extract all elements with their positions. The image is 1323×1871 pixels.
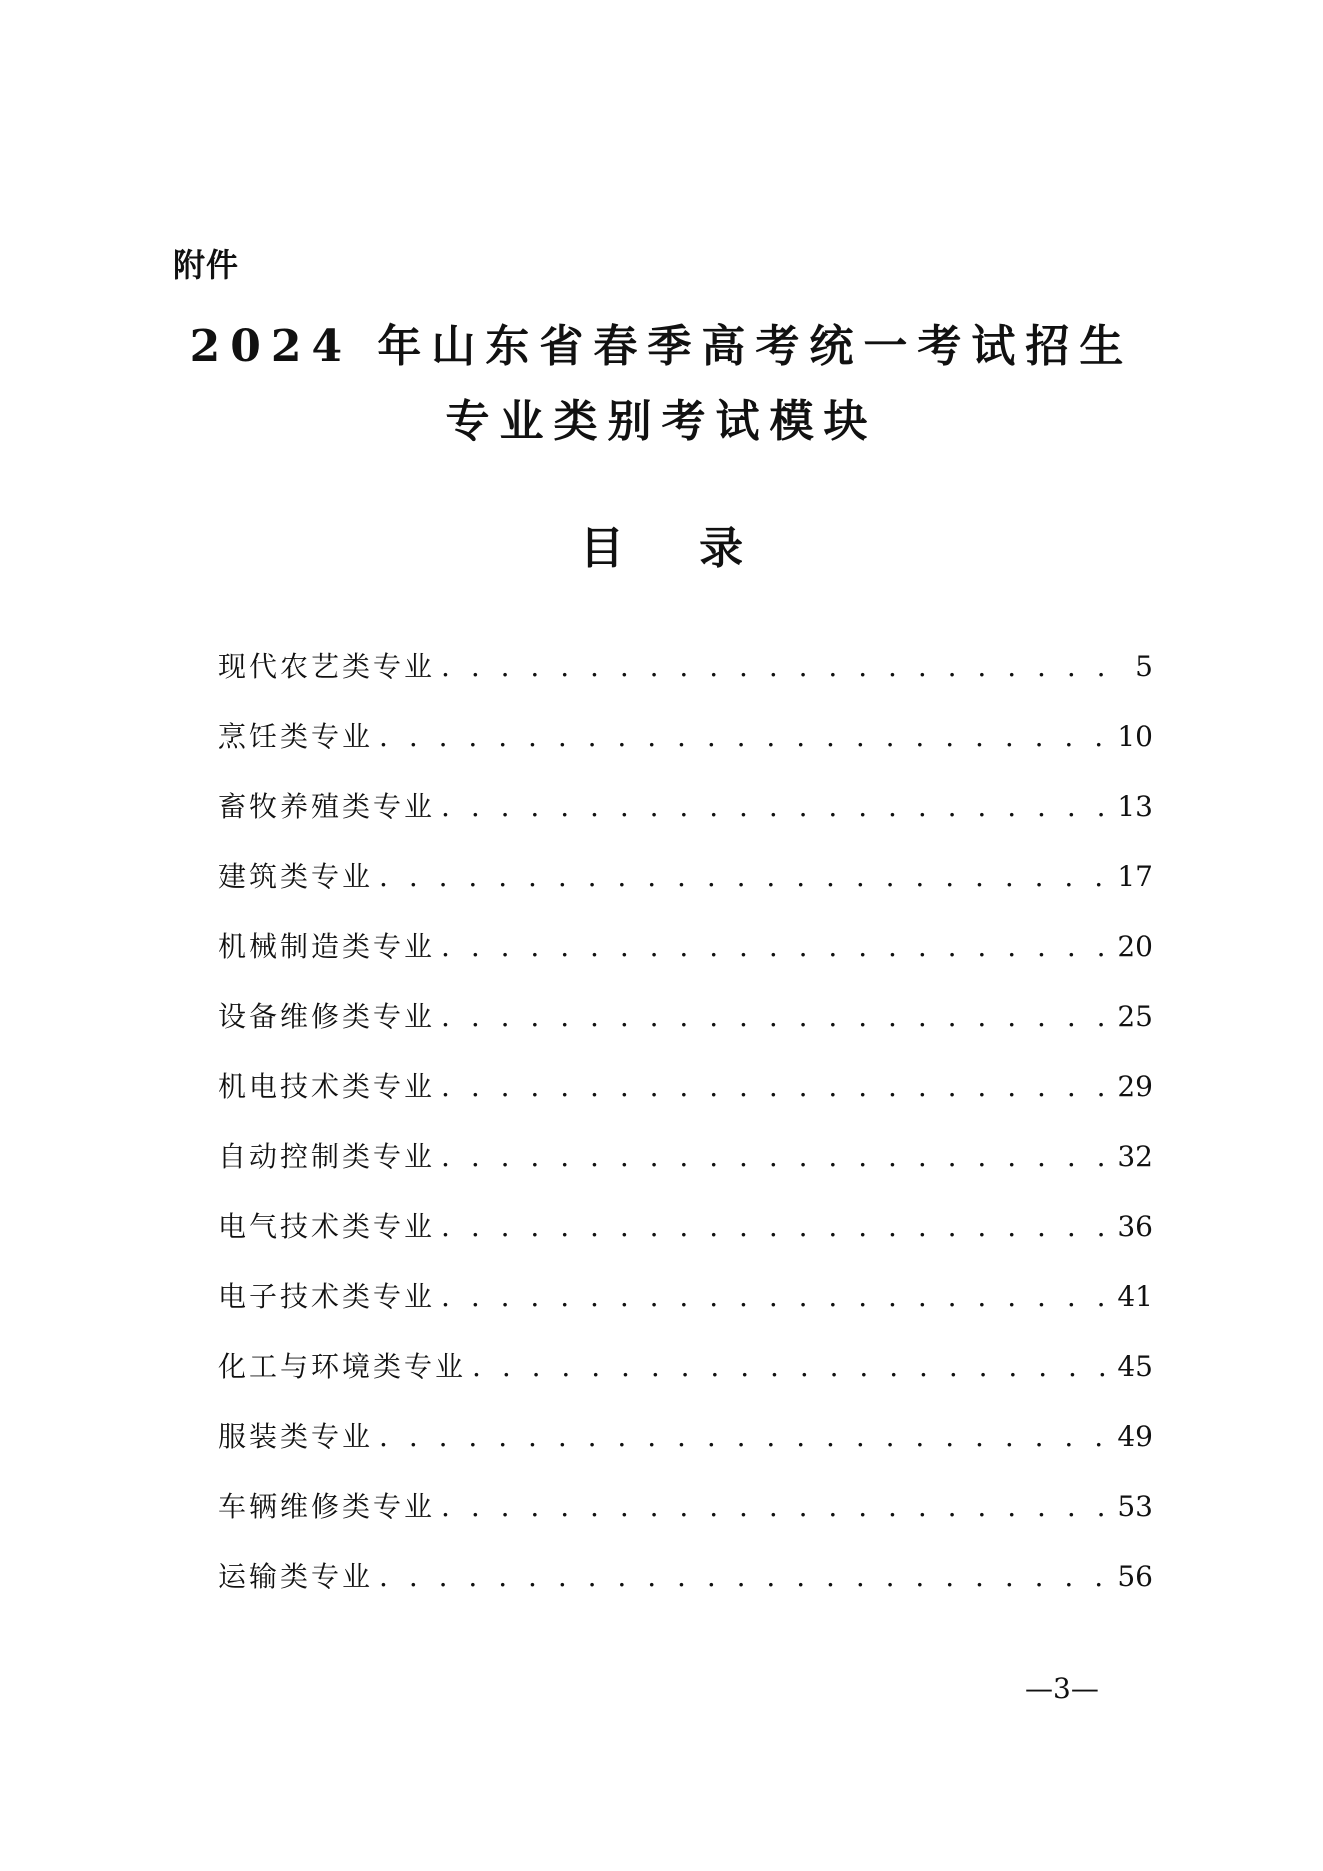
toc-entry-page: 10 <box>1117 720 1153 753</box>
toc-entry-label: 设备维修类专业 <box>218 1000 436 1033</box>
attachment-label: 附件 <box>173 246 240 284</box>
toc-entry-label: 烹饪类专业 <box>218 720 374 753</box>
toc-dot-leader <box>441 1280 1111 1313</box>
toc-entry-page: 45 <box>1117 1350 1153 1383</box>
toc-entry[interactable] <box>218 1065 1153 1135</box>
toc-entry[interactable] <box>218 1415 1153 1485</box>
toc-entry-label: 车辆维修类专业 <box>218 1490 436 1523</box>
toc-dot-leader <box>441 930 1111 963</box>
toc-entry-label: 机电技术类专业 <box>218 1070 436 1103</box>
page-number: —3— <box>1025 1672 1099 1705</box>
toc-entry[interactable] <box>218 995 1153 1065</box>
toc-entry-label: 机械制造类专业 <box>218 930 436 963</box>
toc-entry-page: 56 <box>1117 1560 1153 1593</box>
toc-dot-leader <box>441 1140 1111 1173</box>
toc-entry-label: 电气技术类专业 <box>218 1210 436 1243</box>
toc-entry-label: 建筑类专业 <box>218 860 374 893</box>
toc-entry-page: 32 <box>1117 1140 1153 1173</box>
toc-entry[interactable] <box>218 1135 1153 1205</box>
toc-entry-page: 17 <box>1117 860 1153 893</box>
toc-entry-label: 化工与环境类专业 <box>218 1350 467 1383</box>
toc-dot-leader <box>472 1350 1111 1383</box>
toc-dot-leader <box>441 1000 1111 1033</box>
toc-entry-label: 服装类专业 <box>218 1420 374 1453</box>
toc-dot-leader <box>379 720 1111 753</box>
toc-entry[interactable] <box>218 1275 1153 1345</box>
toc-entry-page: 5 <box>1135 650 1153 683</box>
toc-entry[interactable] <box>218 855 1153 925</box>
toc-entry[interactable] <box>218 1205 1153 1275</box>
table-of-contents <box>218 645 1153 1625</box>
toc-entry-page: 25 <box>1117 1000 1153 1033</box>
toc-entry[interactable] <box>218 1345 1153 1415</box>
toc-entry-label: 运输类专业 <box>218 1560 374 1593</box>
toc-dot-leader <box>441 1490 1111 1523</box>
toc-dot-leader <box>441 790 1111 823</box>
toc-heading: 目 录 <box>579 523 774 574</box>
toc-entry[interactable] <box>218 645 1153 715</box>
toc-entry-label: 自动控制类专业 <box>218 1140 436 1173</box>
toc-entry-page: 29 <box>1117 1070 1153 1103</box>
toc-dot-leader <box>441 1210 1111 1243</box>
toc-entry-label: 畜牧养殖类专业 <box>218 790 436 823</box>
toc-entry[interactable] <box>218 925 1153 995</box>
toc-entry-page: 49 <box>1117 1420 1153 1453</box>
toc-entry-page: 41 <box>1117 1280 1153 1313</box>
toc-entry-page: 36 <box>1117 1210 1153 1243</box>
toc-dot-leader <box>379 860 1111 893</box>
document-title-line-1: 2024 年山东省春季高考统一考试招生 <box>189 321 1134 372</box>
toc-entry-page: 20 <box>1117 930 1153 963</box>
toc-dot-leader <box>441 1070 1111 1103</box>
toc-entry[interactable] <box>218 715 1153 785</box>
toc-entry-page: 13 <box>1117 790 1153 823</box>
toc-entry[interactable] <box>218 785 1153 855</box>
toc-dot-leader <box>441 650 1129 683</box>
toc-entry-label: 现代农艺类专业 <box>218 650 436 683</box>
toc-entry-label: 电子技术类专业 <box>218 1280 436 1313</box>
toc-dot-leader <box>379 1420 1111 1453</box>
document-title-line-2: 专业类别考试模块 <box>445 396 878 447</box>
toc-entry[interactable] <box>218 1485 1153 1555</box>
toc-entry-page: 53 <box>1117 1490 1153 1523</box>
toc-dot-leader <box>379 1560 1111 1593</box>
toc-entry[interactable] <box>218 1555 1153 1625</box>
